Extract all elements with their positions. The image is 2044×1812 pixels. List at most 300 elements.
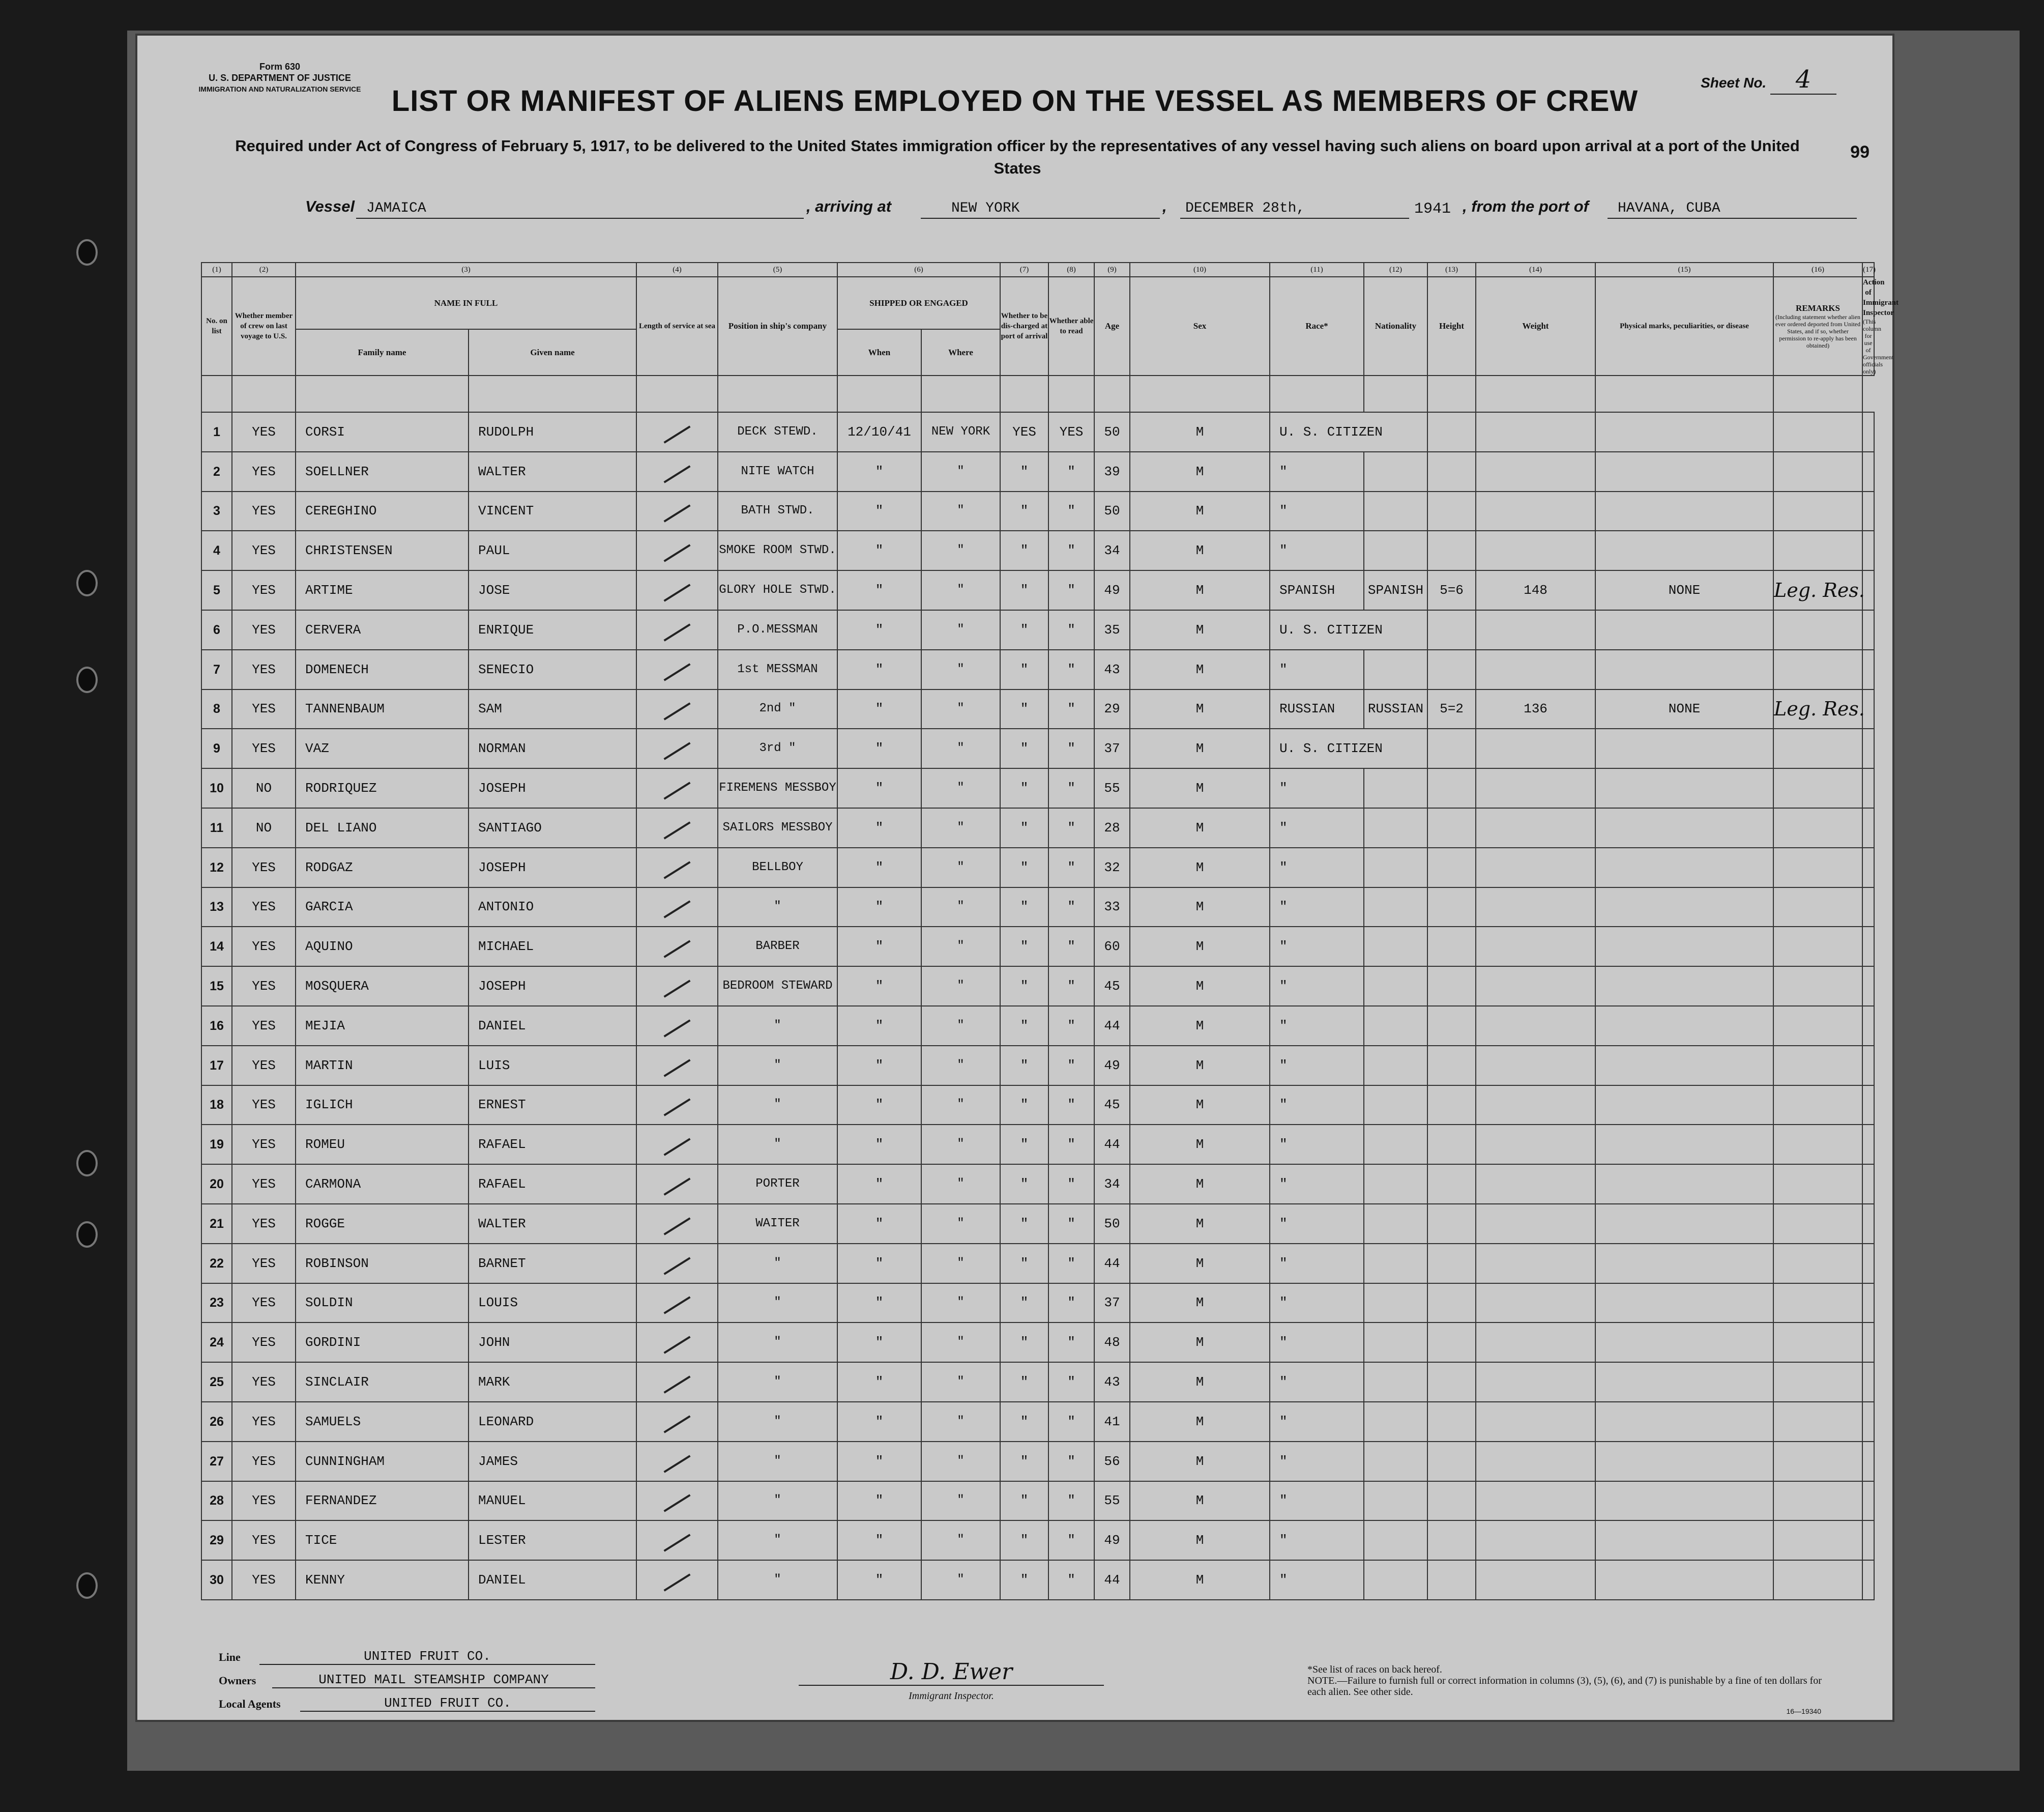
- cell-family: MOSQUERA: [296, 966, 469, 1006]
- manifest-page: [137, 36, 1899, 1720]
- table-row: [201, 689, 1874, 729]
- check-mark-icon: [663, 505, 690, 523]
- sheet-label: Sheet No.: [1701, 75, 1767, 91]
- cell-read: ": [1048, 1244, 1094, 1283]
- cell-given: RUDOLPH: [469, 412, 636, 452]
- cell-action: [1862, 966, 1874, 1006]
- table-row: [201, 887, 1874, 927]
- cell-action: [1862, 650, 1874, 689]
- cell-action: [1862, 927, 1874, 966]
- cell-remarks: [1773, 966, 1862, 1006]
- cell-member: YES: [232, 729, 296, 768]
- cell-remarks: [1773, 1560, 1862, 1600]
- cell-weight: [1476, 1402, 1595, 1442]
- spacer-row: [201, 376, 1874, 412]
- check-mark-icon: [663, 940, 690, 958]
- cell-given: MICHAEL: [469, 927, 636, 966]
- col-num: (4): [636, 263, 718, 277]
- cell-sex: M: [1130, 689, 1270, 729]
- inspector-label: Immigrant Inspector.: [909, 1690, 994, 1702]
- cell-family: MEJIA: [296, 1006, 469, 1046]
- cell-action: [1862, 1520, 1874, 1560]
- col-num: (2): [232, 263, 296, 277]
- cell-family: TICE: [296, 1520, 469, 1560]
- cell-race: ": [1270, 1085, 1364, 1125]
- cell-discharged: ": [1000, 1362, 1048, 1402]
- cell-read: ": [1048, 1402, 1094, 1442]
- table-row: [201, 1322, 1874, 1362]
- cell-sex: M: [1130, 966, 1270, 1006]
- cell-discharged: ": [1000, 1046, 1048, 1085]
- table-row: [201, 570, 1874, 610]
- cell-when: ": [837, 966, 921, 1006]
- cell-read: ": [1048, 1046, 1094, 1085]
- owners-label: Owners: [219, 1674, 256, 1687]
- cell-remarks: [1773, 808, 1862, 848]
- cell-remarks: [1773, 1402, 1862, 1442]
- cell-height: [1427, 1244, 1476, 1283]
- cell-given: ANTONIO: [469, 887, 636, 927]
- header-nationality: Nationality: [1364, 277, 1427, 376]
- cell-where: ": [921, 531, 1000, 570]
- cell-remarks: [1773, 1085, 1862, 1125]
- department-name: U. S. DEPARTMENT OF JUSTICE: [209, 73, 351, 83]
- cell-family: TANNENBAUM: [296, 689, 469, 729]
- cell-weight: [1476, 1164, 1595, 1204]
- cell-sex: M: [1130, 610, 1270, 650]
- cell-no: 17: [201, 1046, 232, 1085]
- cell-read: YES: [1048, 412, 1094, 452]
- table-row: [201, 927, 1874, 966]
- cell-action: [1862, 1046, 1874, 1085]
- cell-where: ": [921, 650, 1000, 689]
- cell-where: ": [921, 887, 1000, 927]
- cell-nationality: [1364, 848, 1427, 887]
- cell-position: WAITER: [718, 1204, 837, 1244]
- cell-marks: [1595, 966, 1773, 1006]
- cell-action: [1862, 1204, 1874, 1244]
- length-service-tick: [636, 1322, 718, 1362]
- cell-read: ": [1048, 1085, 1094, 1125]
- cell-remarks: Leg. Res.: [1773, 689, 1862, 729]
- table-row: [201, 1204, 1874, 1244]
- cell-family: ARTIME: [296, 570, 469, 610]
- cell-family: SAMUELS: [296, 1402, 469, 1442]
- cell-marks: [1595, 1481, 1773, 1521]
- cell-action: [1862, 887, 1874, 927]
- cell-race: ": [1270, 1204, 1364, 1244]
- table-row: [201, 1520, 1874, 1560]
- cell-position: ": [718, 1520, 837, 1560]
- cell-sex: M: [1130, 887, 1270, 927]
- cell-given: ENRIQUE: [469, 610, 636, 650]
- cell-discharged: ": [1000, 1204, 1048, 1244]
- agents-label: Local Agents: [219, 1698, 281, 1710]
- cell-no: 12: [201, 848, 232, 887]
- length-service-tick: [636, 729, 718, 768]
- cell-no: 5: [201, 570, 232, 610]
- cell-sex: M: [1130, 492, 1270, 531]
- check-mark-icon: [663, 663, 690, 681]
- cell-no: 18: [201, 1085, 232, 1125]
- cell-when: ": [837, 1125, 921, 1164]
- cell-where: ": [921, 768, 1000, 808]
- cell-family: CARMONA: [296, 1164, 469, 1204]
- cell-race: ": [1270, 848, 1364, 887]
- cell-discharged: ": [1000, 1085, 1048, 1125]
- cell-read: ": [1048, 610, 1094, 650]
- cell-weight: [1476, 927, 1595, 966]
- header-shipped-engaged: SHIPPED OR ENGAGED: [837, 277, 1000, 329]
- cell-member: NO: [232, 808, 296, 848]
- cell-no: 25: [201, 1362, 232, 1402]
- check-mark-icon: [663, 1297, 690, 1314]
- cell-discharged: ": [1000, 452, 1048, 492]
- length-service-tick: [636, 1164, 718, 1204]
- cell-discharged: ": [1000, 492, 1048, 531]
- cell-where: ": [921, 1322, 1000, 1362]
- cell-family: CEREGHINO: [296, 492, 469, 531]
- cell-weight: [1476, 1204, 1595, 1244]
- cell-remarks: [1773, 1283, 1862, 1323]
- cell-where: ": [921, 1560, 1000, 1600]
- cell-nationality: [1364, 966, 1427, 1006]
- cell-member: YES: [232, 1283, 296, 1323]
- cell-age: 34: [1094, 1164, 1130, 1204]
- length-service-tick: [636, 1006, 718, 1046]
- cell-discharged: ": [1000, 1322, 1048, 1362]
- length-service-tick: [636, 689, 718, 729]
- cell-remarks: [1773, 452, 1862, 492]
- cell-family: SOLDIN: [296, 1283, 469, 1323]
- length-service-tick: [636, 1481, 718, 1521]
- cell-read: ": [1048, 689, 1094, 729]
- cell-marks: [1595, 452, 1773, 492]
- length-service-tick: [636, 966, 718, 1006]
- cell-where: ": [921, 1481, 1000, 1521]
- cell-weight: [1476, 1046, 1595, 1085]
- cell-race: U. S. CITIZEN: [1270, 412, 1427, 452]
- table-row: [201, 1125, 1874, 1164]
- check-mark-icon: [663, 1534, 690, 1552]
- cell-height: [1427, 1322, 1476, 1362]
- from-underline: [1608, 218, 1857, 219]
- cell-where: ": [921, 452, 1000, 492]
- table-row: [201, 610, 1874, 650]
- cell-where: ": [921, 1520, 1000, 1560]
- length-service-tick: [636, 1204, 718, 1244]
- cell-marks: [1595, 1125, 1773, 1164]
- cell-where: ": [921, 927, 1000, 966]
- cell-discharged: ": [1000, 887, 1048, 927]
- cell-member: YES: [232, 1244, 296, 1283]
- cell-marks: [1595, 1362, 1773, 1402]
- cell-remarks: [1773, 1322, 1862, 1362]
- cell-given: JOSEPH: [469, 966, 636, 1006]
- cell-when: ": [837, 1204, 921, 1244]
- cell-age: 48: [1094, 1322, 1130, 1362]
- length-service-tick: [636, 1046, 718, 1085]
- cell-discharged: ": [1000, 1442, 1048, 1481]
- table-row: [201, 1085, 1874, 1125]
- cell-no: 27: [201, 1442, 232, 1481]
- cell-when: ": [837, 531, 921, 570]
- cell-age: 43: [1094, 1362, 1130, 1402]
- cell-read: ": [1048, 729, 1094, 768]
- cell-height: 5=2: [1427, 689, 1476, 729]
- cell-discharged: ": [1000, 768, 1048, 808]
- cell-discharged: ": [1000, 808, 1048, 848]
- cell-given: JOSEPH: [469, 768, 636, 808]
- cell-where: ": [921, 808, 1000, 848]
- table-row: [201, 1560, 1874, 1600]
- cell-read: ": [1048, 1204, 1094, 1244]
- cell-height: [1427, 1006, 1476, 1046]
- cell-where: ": [921, 1204, 1000, 1244]
- cell-where: ": [921, 1402, 1000, 1442]
- cell-marks: [1595, 1006, 1773, 1046]
- col-num: (8): [1048, 263, 1094, 277]
- cell-race: SPANISH: [1270, 570, 1364, 610]
- footer: [137, 1649, 1892, 1720]
- check-mark-icon: [663, 1336, 690, 1354]
- check-mark-icon: [663, 1059, 690, 1077]
- cell-when: ": [837, 1085, 921, 1125]
- cell-marks: [1595, 1520, 1773, 1560]
- punch-hole: [76, 1221, 98, 1248]
- action-note: (This column for use of Government officials only): [1863, 318, 1893, 375]
- table-row: [201, 1402, 1874, 1442]
- cell-no: 3: [201, 492, 232, 531]
- cell-nationality: [1364, 650, 1427, 689]
- cell-sex: M: [1130, 531, 1270, 570]
- cell-position: GLORY HOLE STWD.: [718, 570, 837, 610]
- vessel-line: [305, 197, 1857, 223]
- table-row: [201, 531, 1874, 570]
- check-mark-icon: [663, 742, 690, 760]
- cell-height: [1427, 1164, 1476, 1204]
- cell-sex: M: [1130, 1283, 1270, 1323]
- cell-height: [1427, 808, 1476, 848]
- races-note: *See list of races on back hereof.: [1307, 1664, 1442, 1675]
- cell-position: ": [718, 887, 837, 927]
- punch-hole: [76, 570, 98, 596]
- cell-family: CERVERA: [296, 610, 469, 650]
- cell-sex: M: [1130, 650, 1270, 689]
- cell-age: 44: [1094, 1125, 1130, 1164]
- cell-race: ": [1270, 927, 1364, 966]
- cell-age: 32: [1094, 848, 1130, 887]
- cell-age: 41: [1094, 1402, 1130, 1442]
- cell-position: ": [718, 1560, 837, 1600]
- cell-height: [1427, 1085, 1476, 1125]
- cell-when: ": [837, 768, 921, 808]
- comma: ,: [1162, 197, 1167, 215]
- cell-given: BARNET: [469, 1244, 636, 1283]
- cell-weight: [1476, 1244, 1595, 1283]
- cell-given: VINCENT: [469, 492, 636, 531]
- cell-member: YES: [232, 531, 296, 570]
- cell-sex: M: [1130, 1520, 1270, 1560]
- cell-when: ": [837, 1322, 921, 1362]
- cell-age: 60: [1094, 927, 1130, 966]
- cell-no: 6: [201, 610, 232, 650]
- cell-no: 22: [201, 1244, 232, 1283]
- cell-read: ": [1048, 1481, 1094, 1521]
- cell-nationality: [1364, 1204, 1427, 1244]
- cell-age: 49: [1094, 1520, 1130, 1560]
- cell-family: DEL LIANO: [296, 808, 469, 848]
- cell-nationality: [1364, 1402, 1427, 1442]
- cell-when: ": [837, 927, 921, 966]
- cell-weight: [1476, 1085, 1595, 1125]
- cell-where: NEW YORK: [921, 412, 1000, 452]
- table-row: [201, 768, 1874, 808]
- agents-value: UNITED FRUIT CO.: [300, 1695, 595, 1712]
- cell-where: ": [921, 966, 1000, 1006]
- cell-read: ": [1048, 848, 1094, 887]
- cell-marks: [1595, 1402, 1773, 1442]
- arriving-label: , arriving at: [806, 197, 892, 215]
- cell-member: YES: [232, 1322, 296, 1362]
- cell-discharged: ": [1000, 966, 1048, 1006]
- cell-nationality: [1364, 531, 1427, 570]
- cell-weight: [1476, 531, 1595, 570]
- cell-remarks: [1773, 1362, 1862, 1402]
- cell-height: [1427, 1481, 1476, 1521]
- cell-given: JOHN: [469, 1322, 636, 1362]
- cell-where: ": [921, 570, 1000, 610]
- cell-when: ": [837, 1362, 921, 1402]
- cell-position: ": [718, 1402, 837, 1442]
- cell-position: ": [718, 1322, 837, 1362]
- cell-member: NO: [232, 768, 296, 808]
- cell-no: 1: [201, 412, 232, 452]
- cell-discharged: ": [1000, 729, 1048, 768]
- col-num: (9): [1094, 263, 1130, 277]
- cell-discharged: ": [1000, 650, 1048, 689]
- cell-member: YES: [232, 1204, 296, 1244]
- cell-where: ": [921, 492, 1000, 531]
- check-mark-icon: [663, 901, 690, 918]
- cell-sex: M: [1130, 570, 1270, 610]
- cell-nationality: [1364, 927, 1427, 966]
- cell-discharged: ": [1000, 1283, 1048, 1323]
- arrival-date: DECEMBER 28th,: [1185, 200, 1305, 216]
- cell-position: BELLBOY: [718, 848, 837, 887]
- cell-when: ": [837, 1244, 921, 1283]
- cell-remarks: [1773, 1481, 1862, 1521]
- cell-no: 4: [201, 531, 232, 570]
- cell-weight: [1476, 1560, 1595, 1600]
- cell-race: ": [1270, 531, 1364, 570]
- cell-read: ": [1048, 927, 1094, 966]
- col-num: (14): [1476, 263, 1595, 277]
- cell-no: 20: [201, 1164, 232, 1204]
- cell-weight: [1476, 610, 1595, 650]
- punch-hole: [76, 1150, 98, 1176]
- cell-remarks: [1773, 650, 1862, 689]
- cell-where: ": [921, 729, 1000, 768]
- action-title: Action of Immigrant Inspector: [1863, 278, 1899, 317]
- cell-given: SANTIAGO: [469, 808, 636, 848]
- col-num: (15): [1595, 263, 1773, 277]
- cell-where: ": [921, 1283, 1000, 1323]
- cell-where: ": [921, 689, 1000, 729]
- cell-nationality: [1364, 1560, 1427, 1600]
- check-mark-icon: [663, 782, 690, 799]
- table-row: [201, 1006, 1874, 1046]
- cell-marks: [1595, 412, 1773, 452]
- cell-given: MARK: [469, 1362, 636, 1402]
- cell-age: 44: [1094, 1244, 1130, 1283]
- header-discharged: Whether to be dis-charged at port of arrival: [1000, 277, 1048, 376]
- cell-height: [1427, 412, 1476, 452]
- cell-height: [1427, 1560, 1476, 1600]
- cell-height: [1427, 848, 1476, 887]
- crew-manifest-table: [201, 262, 1899, 1600]
- cell-action: [1862, 1006, 1874, 1046]
- cell-member: YES: [232, 1006, 296, 1046]
- cell-weight: [1476, 1125, 1595, 1164]
- cell-sex: M: [1130, 768, 1270, 808]
- cell-marks: [1595, 729, 1773, 768]
- cell-discharged: ": [1000, 1244, 1048, 1283]
- cell-nationality: [1364, 1046, 1427, 1085]
- table-row: [201, 1481, 1874, 1521]
- check-mark-icon: [663, 1217, 690, 1235]
- cell-member: YES: [232, 1520, 296, 1560]
- cell-family: ROMEU: [296, 1125, 469, 1164]
- cell-marks: [1595, 1244, 1773, 1283]
- length-service-tick: [636, 412, 718, 452]
- cell-read: ": [1048, 1362, 1094, 1402]
- cell-height: [1427, 1125, 1476, 1164]
- check-mark-icon: [663, 1019, 690, 1037]
- form-code: 16—19340: [1786, 1707, 1821, 1715]
- cell-marks: [1595, 1204, 1773, 1244]
- page-title: LIST OR MANIFEST OF ALIENS EMPLOYED ON THE VESSEL AS MEMBERS OF CREW: [391, 84, 1639, 118]
- cell-read: ": [1048, 768, 1094, 808]
- check-mark-icon: [663, 1573, 690, 1591]
- cell-when: ": [837, 1006, 921, 1046]
- check-mark-icon: [663, 821, 690, 839]
- col-num: (12): [1364, 263, 1427, 277]
- cell-age: 50: [1094, 492, 1130, 531]
- column-number-row: [201, 263, 1874, 277]
- cell-when: ": [837, 689, 921, 729]
- cell-read: ": [1048, 570, 1094, 610]
- cell-weight: [1476, 808, 1595, 848]
- cell-where: ": [921, 1244, 1000, 1283]
- cell-remarks: [1773, 1046, 1862, 1085]
- table-row: [201, 650, 1874, 689]
- check-mark-icon: [663, 465, 690, 483]
- cell-remarks: [1773, 1244, 1862, 1283]
- cell-remarks: [1773, 729, 1862, 768]
- cell-marks: [1595, 768, 1773, 808]
- line-value: UNITED FRUIT CO.: [259, 1649, 595, 1665]
- cell-discharged: ": [1000, 1125, 1048, 1164]
- header-weight: Weight: [1476, 277, 1595, 376]
- cell-sex: M: [1130, 1125, 1270, 1164]
- cell-height: [1427, 1402, 1476, 1442]
- length-service-tick: [636, 1362, 718, 1402]
- cell-nationality: [1364, 1362, 1427, 1402]
- check-mark-icon: [663, 544, 690, 562]
- cell-read: ": [1048, 531, 1094, 570]
- table-row: [201, 808, 1874, 848]
